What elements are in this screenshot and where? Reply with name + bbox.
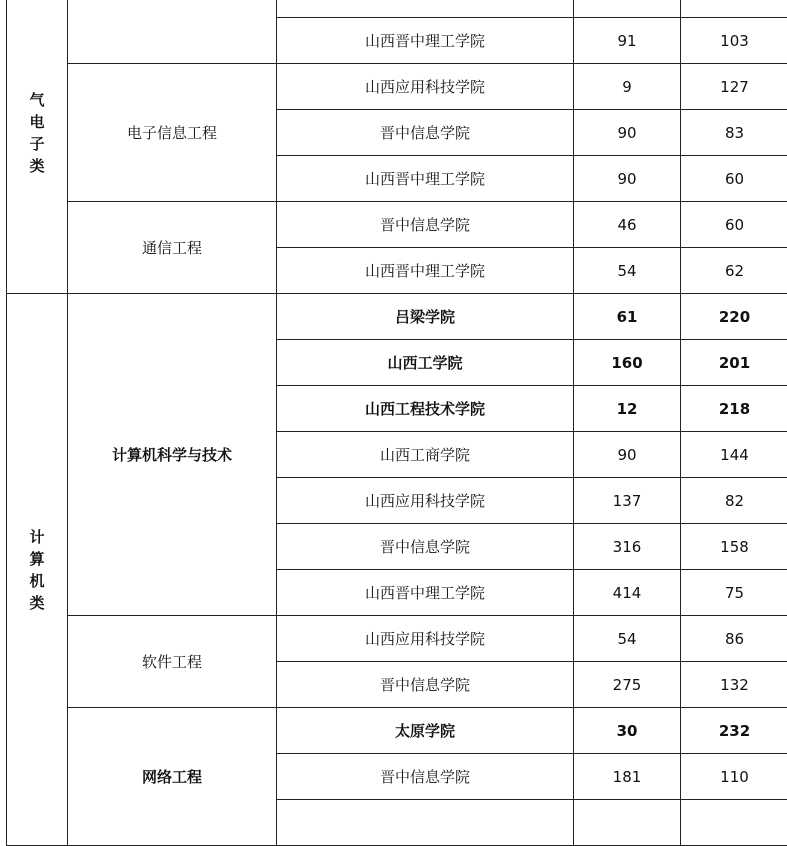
school-cell: 晋中信息学院: [277, 110, 574, 156]
school-cell: 太原学院: [277, 708, 574, 754]
value1-cell: 91: [574, 18, 681, 64]
major-cell: 软件工程: [68, 616, 277, 708]
value2-cell: 75: [681, 570, 787, 616]
value1-cell: 90: [574, 432, 681, 478]
category-char: 类: [7, 592, 67, 614]
value2-cell: 62: [681, 248, 787, 294]
value1-cell: 275: [574, 662, 681, 708]
value2-cell: 83: [681, 110, 787, 156]
value2-cell: 158: [681, 524, 787, 570]
school-cell: 吕梁学院: [277, 294, 574, 340]
school-cell: 山西晋中理工学院: [277, 570, 574, 616]
school-cell: 山西晋中理工学院: [277, 248, 574, 294]
value1-cell: 54: [574, 616, 681, 662]
school-cell: [277, 800, 574, 846]
value1-cell: [574, 800, 681, 846]
value1-cell: 414: [574, 570, 681, 616]
major-cell: 计算机科学与技术: [68, 294, 277, 616]
value1-cell: 30: [574, 708, 681, 754]
table-row: [7, 64, 787, 110]
category-cell: [7, 0, 68, 294]
value2-cell: 144: [681, 432, 787, 478]
value2-cell: 103: [681, 18, 787, 64]
major-cell: 通信工程: [68, 202, 277, 294]
table-row: [7, 616, 787, 662]
value1-cell: 54: [574, 248, 681, 294]
table-row: [7, 294, 787, 340]
value2-cell: 220: [681, 294, 787, 340]
value2-cell: 110: [681, 754, 787, 800]
value1-cell: [574, 0, 681, 18]
value1-cell: 160: [574, 340, 681, 386]
category-char: 算: [7, 548, 67, 570]
school-cell: 山西工商学院: [277, 432, 574, 478]
value2-cell: 132: [681, 662, 787, 708]
admission-table: [6, 0, 787, 846]
value1-cell: 316: [574, 524, 681, 570]
table-row: [7, 202, 787, 248]
category-cell: [7, 294, 68, 846]
category-char: 机: [7, 570, 67, 592]
value1-cell: 137: [574, 478, 681, 524]
table-row: [7, 708, 787, 754]
value1-cell: 12: [574, 386, 681, 432]
value1-cell: 90: [574, 110, 681, 156]
school-cell: 晋中信息学院: [277, 662, 574, 708]
school-cell: [277, 0, 574, 18]
value2-cell: 86: [681, 616, 787, 662]
table-body: [7, 0, 787, 846]
major-cell: [68, 0, 277, 64]
value2-cell: 127: [681, 64, 787, 110]
value2-cell: [681, 0, 787, 18]
value1-cell: 46: [574, 202, 681, 248]
table-row: [7, 0, 787, 18]
school-cell: 晋中信息学院: [277, 754, 574, 800]
major-cell: 电子信息工程: [68, 64, 277, 202]
category-char: 计: [7, 526, 67, 548]
value2-cell: 60: [681, 156, 787, 202]
value1-cell: 90: [574, 156, 681, 202]
value2-cell: 232: [681, 708, 787, 754]
category-char: 类: [7, 155, 67, 177]
value2-cell: [681, 800, 787, 846]
school-cell: 山西工学院: [277, 340, 574, 386]
value2-cell: 60: [681, 202, 787, 248]
category-char: 子: [7, 133, 67, 155]
value2-cell: 82: [681, 478, 787, 524]
school-cell: 山西工程技术学院: [277, 386, 574, 432]
school-cell: 山西应用科技学院: [277, 64, 574, 110]
value1-cell: 61: [574, 294, 681, 340]
major-cell: 网络工程: [68, 708, 277, 846]
school-cell: 晋中信息学院: [277, 524, 574, 570]
category-char: 气: [7, 89, 67, 111]
school-cell: 山西晋中理工学院: [277, 156, 574, 202]
school-cell: 山西晋中理工学院: [277, 18, 574, 64]
school-cell: 山西应用科技学院: [277, 478, 574, 524]
value2-cell: 201: [681, 340, 787, 386]
value2-cell: 218: [681, 386, 787, 432]
value1-cell: 181: [574, 754, 681, 800]
category-char: 电: [7, 111, 67, 133]
school-cell: 晋中信息学院: [277, 202, 574, 248]
value1-cell: 9: [574, 64, 681, 110]
school-cell: 山西应用科技学院: [277, 616, 574, 662]
